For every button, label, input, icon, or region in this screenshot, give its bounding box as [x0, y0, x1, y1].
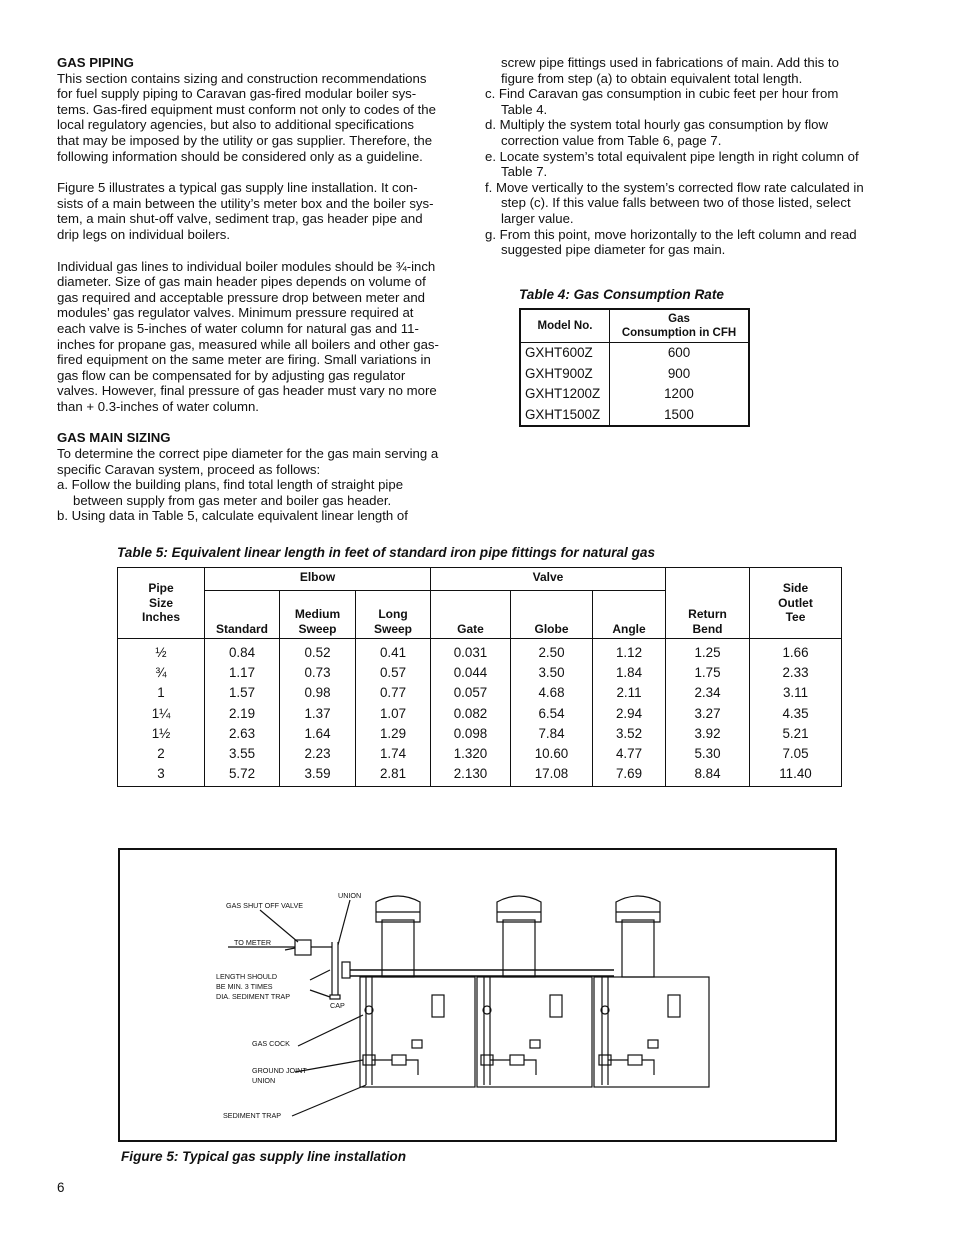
step-f: [485, 180, 905, 227]
gas-piping-paragraph-3: [57, 259, 477, 415]
value-cell: 4.35: [750, 704, 842, 724]
header-line: Pipe: [148, 581, 174, 596]
header-line: Inches: [141, 610, 180, 625]
text-line: Table 7.: [501, 164, 548, 180]
value-cell: 2.81: [356, 764, 431, 787]
standard-header: Standard: [205, 591, 280, 639]
model-cell: GXHT600Z: [520, 343, 610, 364]
page-number: 6: [57, 1180, 65, 1195]
value-cell: 11.40: [750, 764, 842, 787]
value-cell: 0.044: [431, 663, 511, 683]
long-sweep-header: [356, 591, 431, 639]
header-line: Long: [378, 607, 408, 621]
text-line: suggested pipe diameter for gas main.: [501, 242, 726, 258]
value-cell: 3.11: [750, 683, 842, 703]
text-line: Individual gas lines to individual boiler modules should be ¾-inch: [57, 258, 436, 274]
text-line: tem, a main shut-off valve, sediment trap, gas header pipe and: [57, 211, 423, 227]
table-row: [520, 343, 749, 364]
text-line: correction value from Table 6, page 7.: [501, 132, 722, 148]
cfh-cell: 1500: [610, 405, 750, 427]
table-row: [118, 704, 842, 724]
value-cell: 1.64: [280, 724, 356, 744]
text-line: g. From this point, move horizontally to the left column and read: [485, 226, 857, 242]
model-cell: GXHT900Z: [520, 364, 610, 385]
value-cell: 3.59: [280, 764, 356, 787]
text-line: local regulatory agencies, but also to additional specifications: [57, 117, 415, 133]
label-ground-joint-2: UNION: [252, 1076, 276, 1085]
text-line: modules’ gas regulator valves. Minimum pressure required at: [57, 305, 414, 321]
text-line: b. Using data in Table 5, calculate equivalent linear length of: [57, 508, 408, 524]
value-cell: 7.05: [750, 744, 842, 764]
value-cell: 3.52: [593, 724, 666, 744]
value-cell: 17.08: [511, 764, 593, 787]
table-row: [520, 384, 749, 405]
value-cell: 0.52: [280, 639, 356, 664]
boiler-3: [594, 977, 709, 1087]
text-line: screw pipe fittings used in fabrications of main. Add this to: [501, 55, 839, 70]
value-cell: 2.19: [205, 704, 280, 724]
text-line: between supply from gas meter and boiler gas header.: [73, 492, 392, 508]
value-cell: 1.57: [205, 683, 280, 703]
header-line: Size: [148, 595, 173, 610]
text-line: figure from step (a) to obtain equivalent total length.: [501, 70, 803, 86]
value-cell: 1.66: [750, 639, 842, 664]
label-ground-joint-1: GROUND JOINT: [252, 1066, 307, 1075]
cfh-cell: 900: [610, 364, 750, 385]
header-line: Gas: [668, 313, 690, 325]
sizing-intro: [57, 446, 477, 477]
table-row: [520, 364, 749, 385]
side-outlet-tee-header: [750, 568, 842, 639]
value-cell: 7.84: [511, 724, 593, 744]
boiler-2: [477, 977, 592, 1087]
text-line: following information should be considered only as a guideline.: [57, 148, 423, 164]
medium-sweep-header: [280, 591, 356, 639]
pipe-size-cell: 1: [118, 683, 205, 703]
drop-leg-1: [363, 976, 422, 1085]
label-gas-shut-off-valve: GAS SHUT OFF VALVE: [226, 901, 304, 910]
gas-consumption-table: [519, 308, 750, 427]
value-cell: 5.72: [205, 764, 280, 787]
pipe-size-cell: 1¼: [118, 704, 205, 724]
value-cell: 0.84: [205, 639, 280, 664]
header-line: Sweep: [373, 621, 412, 636]
table-row: [118, 744, 842, 764]
step-b: [57, 508, 477, 524]
right-column: [485, 55, 905, 258]
label-length-2: BE MIN. 3 TIMES: [216, 982, 273, 991]
value-cell: 1.29: [356, 724, 431, 744]
step-b-continued: [485, 55, 905, 86]
gas-piping-paragraph-2: [57, 180, 477, 242]
value-cell: 0.057: [431, 683, 511, 703]
consumption-header: [610, 309, 750, 343]
flue-stack-2: [497, 896, 541, 977]
header-line: Tee: [785, 610, 806, 625]
table4-caption: Table 4: Gas Consumption Rate: [519, 287, 724, 302]
value-cell: 0.082: [431, 704, 511, 724]
header-line: Medium: [294, 607, 341, 621]
value-cell: 0.57: [356, 663, 431, 683]
flue-stack-1: [376, 896, 420, 977]
text-line: This section contains sizing and construction recommendations: [57, 70, 427, 86]
model-cell: GXHT1500Z: [520, 405, 610, 427]
value-cell: 1.25: [666, 639, 750, 664]
value-cell: 6.54: [511, 704, 593, 724]
header-line: Sweep: [298, 621, 337, 636]
text-line: that may be imposed by the utility or gas supplier. Therefore, the: [57, 132, 433, 148]
value-cell: 3.27: [666, 704, 750, 724]
step-a: [57, 477, 477, 508]
value-cell: 2.50: [511, 639, 593, 664]
figure-5-frame: [118, 848, 837, 1142]
value-cell: 3.50: [511, 663, 593, 683]
pipe-size-cell: ¾: [118, 663, 205, 683]
text-line: specific Caravan system, proceed as follows:: [57, 461, 321, 477]
value-cell: 3.92: [666, 724, 750, 744]
globe-header: Globe: [511, 591, 593, 639]
value-cell: 0.098: [431, 724, 511, 744]
value-cell: 10.60: [511, 744, 593, 764]
value-cell: 2.130: [431, 764, 511, 787]
table-row: [118, 724, 842, 744]
flue-stack-3: [616, 896, 660, 977]
text-line: Figure 5 illustrates a typical gas supply line installation. It con-: [57, 180, 418, 196]
label-cap: CAP: [330, 1001, 345, 1010]
gas-piping-paragraph-1: [57, 71, 477, 165]
text-line: diameter. Size of gas main header pipes depends on volume of: [57, 274, 426, 290]
value-cell: 4.68: [511, 683, 593, 703]
label-length-3: DIA. SEDIMENT TRAP: [216, 992, 291, 1001]
text-line: fired equipment on the same meter are firing. Small variations in: [57, 352, 431, 368]
header-line: Consumption in CFH: [621, 327, 737, 339]
table-row: [118, 663, 842, 683]
value-cell: 4.77: [593, 744, 666, 764]
text-line: tems. Gas-fired equipment must conform not only to codes of the: [57, 101, 436, 117]
value-cell: 1.17: [205, 663, 280, 683]
value-cell: 2.34: [666, 683, 750, 703]
cfh-cell: 600: [610, 343, 750, 364]
header-line: Bend: [692, 621, 723, 636]
value-cell: 1.07: [356, 704, 431, 724]
return-bend-header: [666, 568, 750, 639]
gas-piping-heading: GAS PIPING: [57, 55, 134, 70]
value-cell: 1.320: [431, 744, 511, 764]
cfh-cell: 1200: [610, 384, 750, 405]
value-cell: 1.37: [280, 704, 356, 724]
fittings-table-body: [118, 639, 842, 787]
pipe-size-cell: ½: [118, 639, 205, 664]
value-cell: 2.23: [280, 744, 356, 764]
cap: [330, 995, 340, 999]
table5-caption: Table 5: Equivalent linear length in feet of standard iron pipe fittings for natural gas: [117, 545, 656, 560]
model-header: Model No.: [520, 309, 610, 343]
text-line: c. Find Caravan gas consumption in cubic feet per hour from: [485, 86, 839, 102]
text-line: drip legs on individual boilers.: [57, 226, 231, 242]
pipe-size-cell: 2: [118, 744, 205, 764]
step-d: [485, 117, 905, 148]
text-line: To determine the correct pipe diameter for the gas main serving a: [57, 446, 439, 462]
model-cell: GXHT1200Z: [520, 384, 610, 405]
text-line: gas flow can be compensated for by adjusting gas regulator: [57, 367, 406, 383]
step-e: [485, 149, 905, 180]
value-cell: 5.30: [666, 744, 750, 764]
text-line: each valve is 5-inches of water column for natural gas and 11-: [57, 320, 419, 336]
text-line: f. Move vertically to the system’s corrected flow rate calculated in: [485, 179, 864, 195]
value-cell: 2.11: [593, 683, 666, 703]
value-cell: 0.77: [356, 683, 431, 703]
text-line: d. Multiply the system total hourly gas consumption by flow: [485, 117, 829, 133]
text-line: Table 4.: [501, 101, 548, 117]
value-cell: 5.21: [750, 724, 842, 744]
value-cell: 1.12: [593, 639, 666, 664]
label-to-meter: TO METER: [234, 938, 272, 947]
gas-main-sizing-heading: GAS MAIN SIZING: [57, 430, 171, 446]
value-cell: 0.98: [280, 683, 356, 703]
value-cell: 0.031: [431, 639, 511, 664]
text-line: e. Locate system’s total equivalent pipe length in right column of: [485, 148, 859, 164]
table-row: [118, 764, 842, 787]
value-cell: 1.75: [666, 663, 750, 683]
left-column: [57, 55, 477, 524]
text-line: inches for propane gas, measured while all boilers and other gas-: [57, 336, 439, 352]
gate-header: Gate: [431, 591, 511, 639]
value-cell: 1.84: [593, 663, 666, 683]
table-row: [118, 683, 842, 703]
value-cell: 0.41: [356, 639, 431, 664]
value-cell: 1.74: [356, 744, 431, 764]
value-cell: 7.69: [593, 764, 666, 787]
fittings-table: [117, 567, 842, 787]
text-line: larger value.: [501, 210, 574, 226]
valve-header: Valve: [431, 568, 666, 591]
pipe-size-header: [118, 568, 205, 639]
value-cell: 0.73: [280, 663, 356, 683]
drop-leg-3: [599, 976, 658, 1085]
gas-supply-diagram: [120, 850, 835, 1140]
step-g: [485, 227, 905, 258]
text-line: than + 0.3-inches of water column.: [57, 398, 259, 414]
value-cell: 2.63: [205, 724, 280, 744]
label-union: UNION: [338, 891, 362, 900]
label-sediment-trap: SEDIMENT TRAP: [223, 1111, 282, 1120]
pipe-size-cell: 3: [118, 764, 205, 787]
table-row: [118, 639, 842, 664]
header-line: Return: [688, 607, 727, 621]
union-fitting: [342, 962, 350, 978]
value-cell: 2.94: [593, 704, 666, 724]
text-line: step (c). If this value falls between two of those listed, select: [501, 195, 851, 211]
pipe-size-cell: 1½: [118, 724, 205, 744]
elbow-header: Elbow: [205, 568, 431, 591]
angle-header: Angle: [593, 591, 666, 639]
value-cell: 3.55: [205, 744, 280, 764]
text-line: for fuel supply piping to Caravan gas-fired modular boiler sys-: [57, 86, 417, 102]
header-line: Outlet: [778, 595, 813, 610]
text-line: gas required and acceptable pressure drop between meter and: [57, 289, 426, 305]
label-length-1: LENGTH SHOULD: [216, 972, 278, 981]
text-line: a. Follow the building plans, find total length of straight pipe: [57, 477, 404, 493]
text-line: valves. However, final pressure of gas header must vary no more: [57, 383, 437, 399]
drop-leg-2: [481, 976, 540, 1085]
value-cell: 8.84: [666, 764, 750, 787]
table-row: [520, 405, 749, 427]
header-line: Side: [782, 581, 809, 596]
figure-5-caption: Figure 5: Typical gas supply line installation: [121, 1149, 407, 1164]
value-cell: 2.33: [750, 663, 842, 683]
step-c: [485, 86, 905, 117]
text-line: sists of a main between the utility’s meter box and the boiler sys-: [57, 195, 434, 211]
label-gas-cock: GAS COCK: [252, 1039, 290, 1048]
